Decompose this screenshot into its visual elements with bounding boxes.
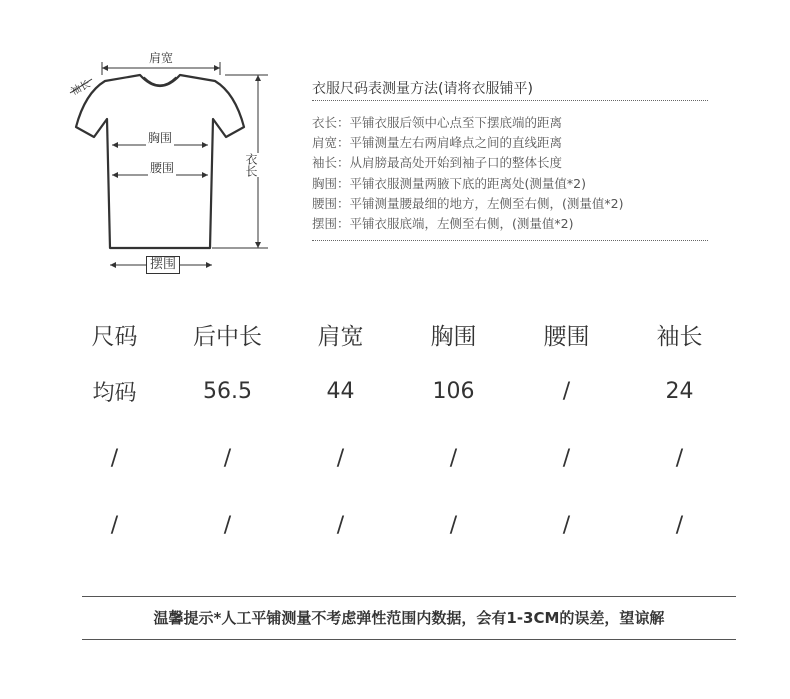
chest-label: 胸围 — [148, 131, 173, 145]
table-cell: / — [675, 446, 684, 471]
table-row — [58, 425, 738, 492]
method-line-sleeve: 袖长：从肩膀最高处开始到袖子口的整体长度 — [312, 155, 563, 171]
table-cell: 均码 — [92, 381, 137, 406]
method-line-chest: 胸围：平铺衣服测量两腋下底的距离处(测量值*2) — [312, 175, 586, 191]
table-row — [58, 358, 738, 425]
header-chest: 胸围 — [430, 323, 477, 350]
shoulder-label: 肩宽 — [146, 49, 176, 66]
method-line-length: 衣长：平铺衣服后领中心点至下摆底端的距离 — [312, 115, 563, 130]
table-cell: 56.5 — [203, 379, 252, 404]
table-cell: 106 — [432, 379, 475, 404]
waist-label: 腰围 — [150, 161, 175, 175]
table-cell: / — [223, 446, 232, 471]
table-cell: / — [562, 379, 571, 404]
header-shoulder: 肩宽 — [317, 323, 364, 350]
table-cell: / — [675, 513, 684, 538]
measurement-method — [312, 78, 708, 241]
method-title: 衣服尺码表测量方法(请将衣服铺平) — [312, 81, 533, 97]
table-cell: / — [336, 446, 345, 471]
table-cell: 24 — [665, 379, 694, 404]
table-cell: / — [110, 513, 119, 538]
table-cell: / — [449, 446, 458, 471]
table-cell: / — [562, 513, 571, 538]
table-cell: / — [110, 446, 119, 471]
notice-banner — [82, 596, 736, 640]
hem-label: 摆围 — [146, 256, 180, 274]
sleeve-label: 袖长 — [69, 78, 93, 98]
table-header-row — [58, 310, 738, 358]
size-table — [58, 310, 738, 559]
tshirt-diagram — [40, 35, 280, 285]
notice-text: 温馨提示*人工平铺测量不考虑弹性范围内数据，会有1-3CM的误差，望谅解 — [153, 609, 665, 627]
table-cell: / — [449, 513, 458, 538]
method-line-hem: 摆围：平铺衣服底端，左侧至右侧，(测量值*2) — [312, 216, 574, 232]
header-size: 尺码 — [91, 323, 138, 350]
table-cell: / — [562, 446, 571, 471]
header-waist: 腰围 — [543, 323, 590, 350]
method-list — [312, 101, 708, 240]
table-cell: 44 — [326, 379, 355, 404]
method-line-shoulder: 肩宽：平铺测量左右两肩峰点之间的直线距离 — [312, 135, 563, 151]
table-cell: / — [223, 513, 232, 538]
table-cell: / — [336, 513, 345, 538]
method-line-waist: 腰围：平铺测量腰最细的地方，左侧至右侧，(测量值*2) — [312, 195, 624, 211]
header-sleeve: 袖长 — [656, 323, 703, 350]
length-label: 衣长 — [244, 153, 258, 177]
divider — [312, 240, 708, 241]
header-back-length: 后中长 — [193, 323, 262, 350]
table-row — [58, 492, 738, 559]
